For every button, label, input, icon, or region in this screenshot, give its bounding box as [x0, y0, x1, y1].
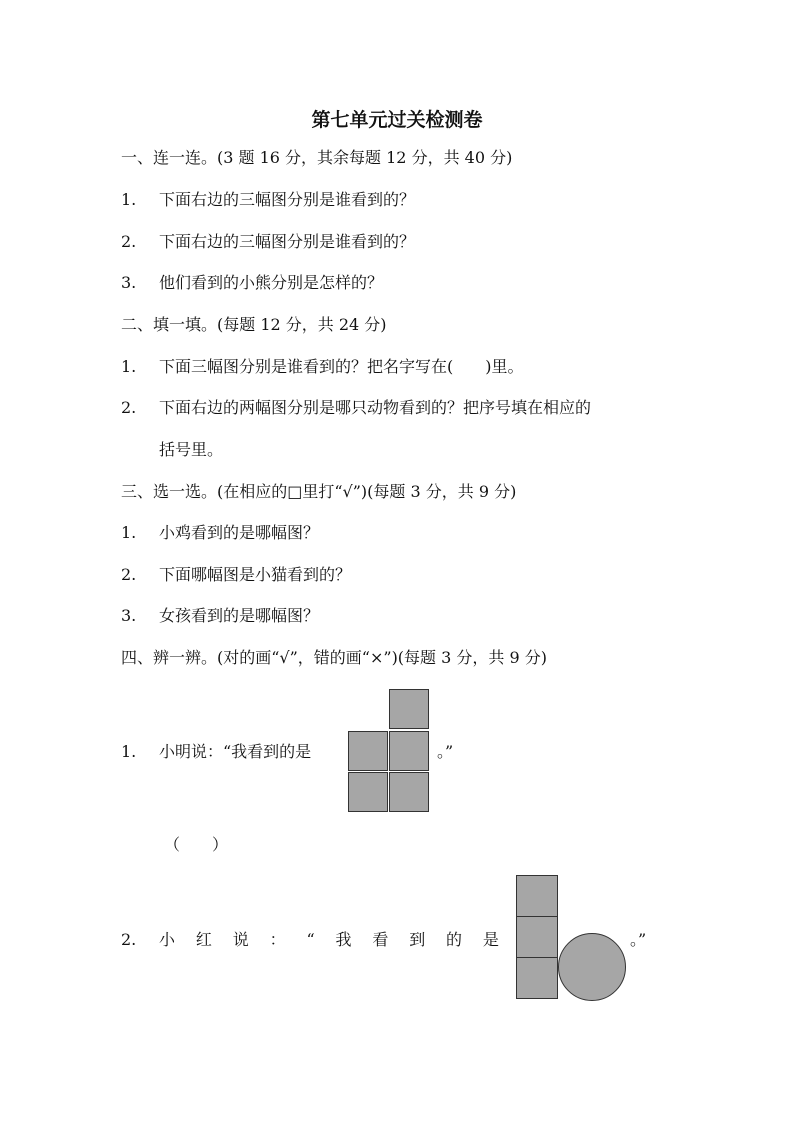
question-text: 下面右边的两幅图分别是哪只动物看到的？把序号填在相应的: [159, 398, 592, 417]
question-text-spread: [159, 930, 499, 950]
figure-square: [348, 772, 388, 812]
page-title: 第七单元过关检测卷: [311, 109, 483, 131]
figure-square: [516, 916, 558, 958]
item-number: 1.: [121, 357, 137, 376]
question-char: 小: [159, 930, 176, 949]
question-text: 下面右边的三幅图分别是谁看到的？: [159, 190, 416, 209]
question-text: 小鸡看到的是哪幅图？: [159, 523, 320, 542]
question-text: 下面三幅图分别是谁看到的？把名字写在( )里。: [159, 357, 524, 376]
answer-parentheses[interactable]: （ ）: [164, 835, 229, 854]
figure-square: [389, 689, 429, 729]
item-number: 1.: [121, 742, 137, 761]
question-char: 到: [409, 930, 426, 949]
item-number: 3.: [121, 273, 137, 292]
figure-square: [389, 731, 429, 771]
question-text: 女孩看到的是哪幅图？: [159, 606, 320, 625]
quote-end: 。”: [437, 742, 454, 761]
question-char: 看: [372, 930, 389, 949]
question-char: 说: [232, 930, 249, 949]
figure-square: [348, 731, 388, 771]
figure-square: [516, 957, 558, 999]
question-char: 是: [482, 930, 499, 949]
item-number: 1.: [121, 190, 137, 209]
item-number: 2.: [121, 930, 137, 949]
question-text: 下面哪幅图是小猫看到的？: [159, 565, 352, 584]
section3-heading: 三、选一选。(在相应的□里打“√”)(每题 3 分，共 9 分): [121, 482, 517, 501]
question-text: 小明说：“我看到的是: [159, 742, 312, 761]
section4-heading: 四、辨一辨。(对的画“√”，错的画“×”)(每题 3 分，共 9 分): [121, 648, 547, 667]
figure-square: [389, 772, 429, 812]
question-text: 下面右边的三幅图分别是谁看到的？: [159, 232, 416, 251]
figure-square: [516, 875, 558, 917]
question-char: ：: [269, 930, 286, 949]
figure-circle: [558, 933, 626, 1001]
item-number: 3.: [121, 606, 137, 625]
question-char: 红: [195, 930, 212, 949]
question-text: 他们看到的小熊分别是怎样的？: [159, 273, 384, 292]
question-text-continued: 括号里。: [159, 440, 224, 459]
section1-heading: 一、连一连。(3 题 16 分，其余每题 12 分，共 40 分): [121, 148, 513, 167]
section2-heading: 二、填一填。(每题 12 分，共 24 分): [121, 315, 387, 334]
question-char: “: [306, 930, 315, 949]
item-number: 1.: [121, 523, 137, 542]
quote-end: 。”: [630, 930, 647, 949]
question-char: 我: [335, 930, 352, 949]
question-char: 的: [446, 930, 463, 949]
item-number: 2.: [121, 398, 137, 417]
item-number: 2.: [121, 565, 137, 584]
item-number: 2.: [121, 232, 137, 251]
